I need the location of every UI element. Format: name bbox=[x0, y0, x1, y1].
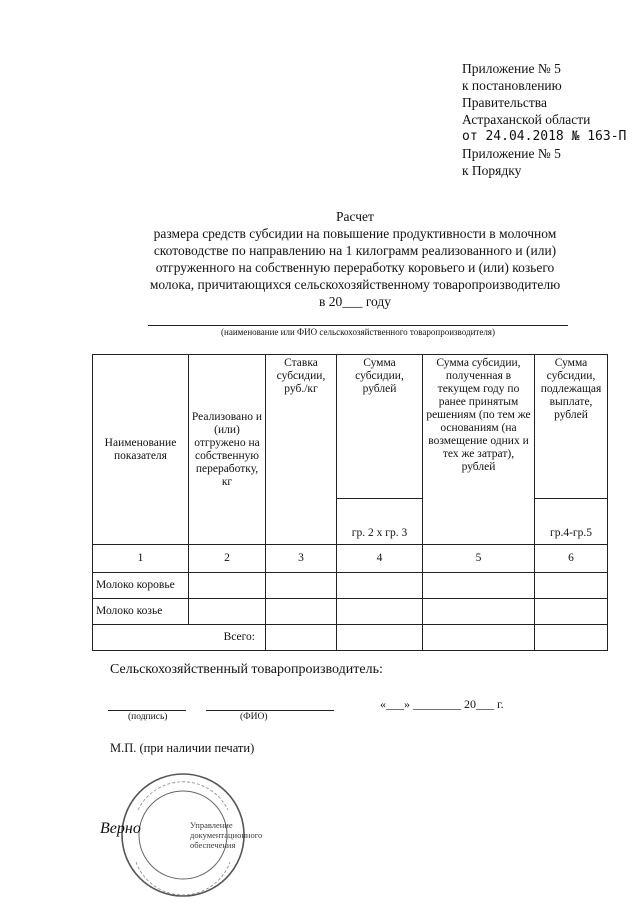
row-label-cow-milk: Молоко коровье bbox=[93, 573, 189, 599]
fio-line[interactable] bbox=[206, 700, 334, 711]
input-cell[interactable] bbox=[337, 625, 423, 651]
header-subsidy-sum: Сумма субсидии, рублей bbox=[337, 355, 423, 499]
header-row bbox=[93, 355, 608, 499]
title-line-5: в 20___ году bbox=[318, 294, 392, 309]
header-indicator-name: Наименование показателя bbox=[93, 355, 189, 545]
verno-mark: Верно bbox=[100, 820, 141, 837]
producer-name-line[interactable] bbox=[148, 325, 568, 326]
table-row bbox=[93, 599, 608, 625]
calculation-table bbox=[92, 354, 608, 651]
input-cell[interactable] bbox=[535, 625, 608, 651]
title-line-2: скотоводстве по направлению на 1 килограмм реализованного и (или) bbox=[153, 243, 557, 258]
input-cell[interactable] bbox=[423, 625, 535, 651]
annex-line-2: к постановлению bbox=[462, 78, 562, 93]
column-number: 4 bbox=[337, 545, 423, 573]
producer-label: Сельскохозяйственный товаропроизводитель: bbox=[110, 662, 383, 677]
column-number-row bbox=[93, 545, 608, 573]
input-cell[interactable] bbox=[266, 625, 337, 651]
input-cell[interactable] bbox=[337, 573, 423, 599]
input-cell[interactable] bbox=[337, 599, 423, 625]
annex-line-7: к Порядку bbox=[462, 163, 522, 178]
signature-caption: (подпись) bbox=[128, 712, 168, 722]
input-cell[interactable] bbox=[423, 573, 535, 599]
input-cell[interactable] bbox=[189, 599, 266, 625]
input-cell[interactable] bbox=[535, 599, 608, 625]
title-heading: Расчет bbox=[336, 209, 374, 224]
column-number: 2 bbox=[189, 545, 266, 573]
total-label: Всего: bbox=[93, 625, 266, 651]
stamp-line-3: обеспечения bbox=[190, 840, 236, 850]
annex-line-3: Правительства bbox=[462, 95, 547, 110]
column-number: 5 bbox=[423, 545, 535, 573]
header-rate: Ставка субсидии, руб./кг bbox=[266, 355, 337, 545]
header-quantity: Реализовано и (или) отгружено на собственную переработку, кг bbox=[189, 355, 266, 545]
input-cell[interactable] bbox=[266, 599, 337, 625]
annex-line-4: Астраханской области bbox=[462, 112, 591, 127]
title-line-1: размера средств субсидии на повышение продуктивности в молочном bbox=[153, 226, 557, 241]
input-cell[interactable] bbox=[535, 573, 608, 599]
annex-block bbox=[462, 60, 637, 179]
title-line-3: отгруженного на собственную переработку коровьего и (или) козьего bbox=[155, 260, 555, 275]
total-row bbox=[93, 625, 608, 651]
signature-line[interactable] bbox=[108, 700, 186, 711]
title-line-4: молока, причитающихся сельскохозяйственному товаропроизводителю bbox=[149, 277, 561, 292]
row-label-goat-milk: Молоко козье bbox=[93, 599, 189, 625]
date-field[interactable]: «___» ________ 20___ г. bbox=[380, 697, 504, 711]
producer-name-caption: (наименование или ФИО сельскохозяйственного товаропроизводителя) bbox=[221, 327, 495, 337]
header-payable-sum: Сумма субсидии, подлежащая выплате, рублей bbox=[535, 355, 608, 499]
stamp-line-2: документационного bbox=[190, 830, 263, 840]
input-cell[interactable] bbox=[266, 573, 337, 599]
input-cell[interactable] bbox=[423, 599, 535, 625]
document-title bbox=[120, 208, 590, 310]
fio-caption: (ФИО) bbox=[240, 712, 268, 722]
header-received-sum: Сумма субсидии, полученная в текущем году по ранее принятым решениям (по тем же основаниям (на возмещение одних и тех же затрат), рублей bbox=[423, 355, 535, 545]
annex-line-1: Приложение № 5 bbox=[462, 61, 561, 76]
seal-place-label: М.П. (при наличии печати) bbox=[110, 741, 255, 755]
table-row bbox=[93, 573, 608, 599]
formula-col4: гр. 2 x гр. 3 bbox=[337, 499, 423, 545]
column-number: 1 bbox=[93, 545, 189, 573]
formula-col6: гр.4-гр.5 bbox=[535, 499, 608, 545]
stamp-text bbox=[190, 820, 263, 850]
input-cell[interactable] bbox=[189, 573, 266, 599]
annex-line-6: Приложение № 5 bbox=[462, 146, 561, 161]
annex-line-5: от 24.04.2018 № 163-П bbox=[462, 129, 627, 144]
column-number: 6 bbox=[535, 545, 608, 573]
column-number: 3 bbox=[266, 545, 337, 573]
stamp-line-1: Управление bbox=[190, 820, 233, 830]
